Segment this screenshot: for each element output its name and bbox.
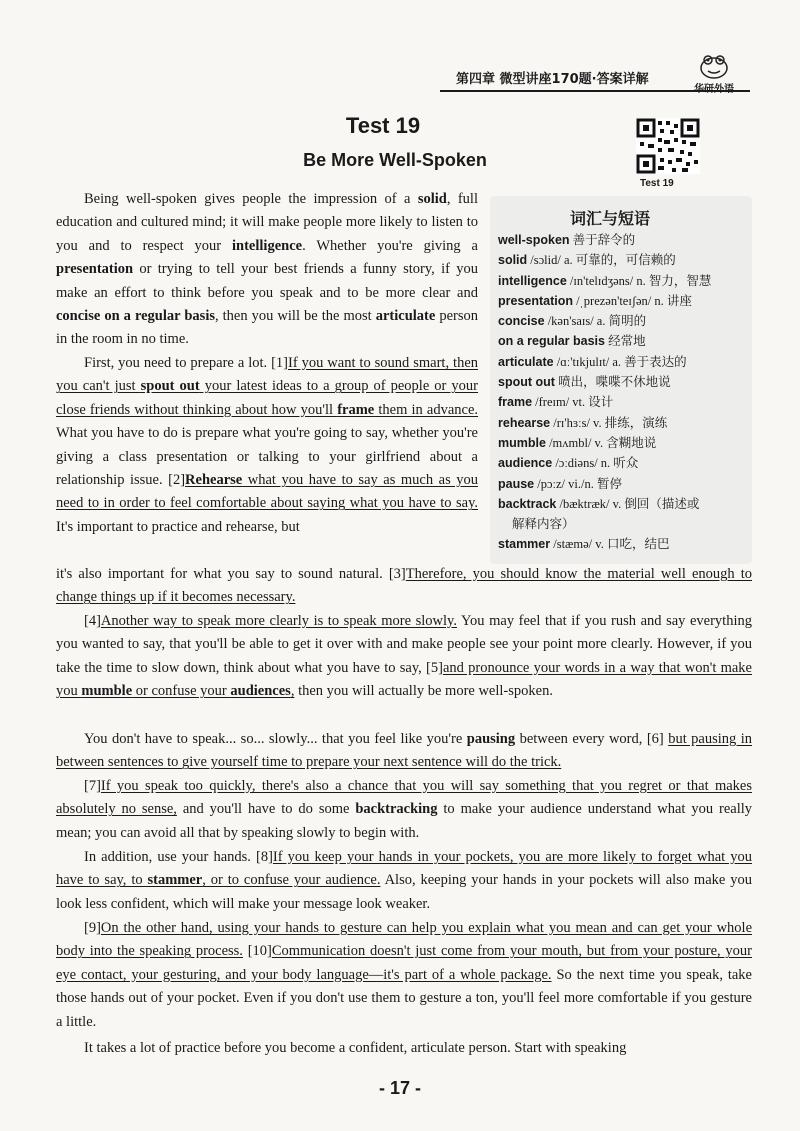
vocab-item: stammer /stæmə/ v. 口吃，结巴 xyxy=(498,537,670,552)
paragraph-3: [4]Another way to speak more clearly is to speak more slowly. You may feel that if you rush and say everything you wanted to say, that you'll be able to get it over with and make people see your point more clearly. However, if you take the time to slow down, think about what you have to say, [5]and pronounce your words in a way that won't make you mumble or confuse your audiences, then you will actually be more well-spoken. xyxy=(56,613,752,700)
frog-logo-icon xyxy=(698,52,730,80)
chapter-title: 第四章 微型讲座170题·答案详解 xyxy=(456,72,649,87)
paragraph-7: [9]On the other hand, using your hands to gesture can help you explain what you mean and can get your whole body into the speaking process. [10]Communication doesn't just come from your mouth, but from your posture, your eye contact, your gesturing, and your body language—it's part of a whole package. So the next time you speak, take those hands out of your pocket. Even if you don't use them to gesture a ton, you'll feel more comfortable if you gesture a little. xyxy=(56,920,752,1030)
vocab-item: backtrack /bæktræk/ v. 倒回（描述或 xyxy=(498,496,700,511)
logo-text: 华研外语 xyxy=(694,84,734,95)
paragraph-8: It takes a lot of practice before you become a confident, articulate person. Start with speaking xyxy=(84,1040,627,1056)
page-title: Test 19 xyxy=(345,113,421,138)
vocab-item: 解释内容） xyxy=(512,517,575,532)
paragraph-2-continued: it's also important for what you say to sound natural. [3]Therefore, you should know the material well enough to change things up if it becomes necessary. xyxy=(56,566,752,606)
vocab-item: frame /freɪm/ vt. 设计 xyxy=(498,395,614,410)
underlined-sentence-2: Rehearse what you have to say as much as you need to in order to feel comfortable about saying what you have to say. xyxy=(56,472,478,512)
vocab-item: audience /ɔːdiəns/ n. 听众 xyxy=(498,456,639,471)
underlined-sentence-10: Communication doesn't just come from your mouth, but from your posture, your eye contact, your gesturing, and your body language—it's part of a whole package. xyxy=(56,943,752,983)
vocab-title: 词汇与短语 xyxy=(570,209,651,228)
paragraph-1: Being well-spoken gives people the impression of a solid, full education and cultured mind; it will make people more likely to listen to you and to respect your intelligence. Whether you're giving a presentation or trying to tell your best friends a funny story, if you make an effort to think before you speak and to be more clear and concise on a regular basis, then you will be the most articulate person in the room in no time. xyxy=(56,191,478,348)
qr-label: Test 19 xyxy=(640,178,674,189)
vocab-list xyxy=(498,230,748,555)
vocab-item: solid /sɔlid/ a. 可靠的，可信赖的 xyxy=(498,253,676,268)
publisher-logo xyxy=(688,52,740,95)
page-number: - 17 - xyxy=(378,1078,421,1098)
vocab-item: on a regular basis 经常地 xyxy=(498,334,646,349)
underlined-sentence-7: If you speak too quickly, there's also a chance that you will say something that you regret or that makes absolutely no sense, xyxy=(56,778,752,818)
vocab-item: articulate /ɑː'tɪkjulɪt/ a. 善于表达的 xyxy=(498,354,687,369)
page-subtitle: Be More Well-Spoken xyxy=(303,150,487,170)
paragraph-5: [7]If you speak too quickly, there's also a chance that you will say something that you regret or that makes absolutely no sense, and you'll have to do some backtracking to make your audience understand what you really mean; you can avoid all that by speaking slowly to begin with. xyxy=(56,778,753,841)
qr-code-icon[interactable] xyxy=(636,118,700,174)
underlined-sentence-4: Another way to speak more clearly is to speak more slowly. xyxy=(100,613,457,629)
vocab-item: concise /kən'saɪs/ a. 简明的 xyxy=(498,314,647,329)
vocab-item: well-spoken 善于辞令的 xyxy=(498,233,636,247)
paragraph-2: First, you need to prepare a lot. [1]If you want to sound smart, then you can't just spout out your latest ideas to a group of people or your close friends without thinking about how you'll frame them in advance. What you have to do is prepare what you're going to say, whether you're giving a class presentation or talking to your girlfriend about a relationship issue. [2]Rehearse what you have to say as much as you need to in order to feel comfortable about saying what you have to say. It's important to practice and rehearse, but xyxy=(56,355,479,535)
underlined-sentence-9: On the other hand, using your hands to gesture can help you explain what you mean and can get your whole body into the speaking process. xyxy=(56,920,752,960)
vocab-item: mumble /mʌmbl/ v. 含糊地说 xyxy=(498,435,657,450)
underlined-sentence-3: Therefore, you should know the material well enough to change things up if it becomes necessary. xyxy=(56,566,752,606)
paragraph-6: In addition, use your hands. [8]If you keep your hands in your pockets, you are more likely to forget what you have to say, to stammer, or to confuse your audience. Also, keeping your hands in your pockets will also make you look less confident, which will make your message look weaker. xyxy=(56,849,752,912)
underlined-sentence-8: If you keep your hands in your pockets, you are more likely to forget what you have to say, to stammer, or to confuse your audience. xyxy=(56,849,752,889)
vocab-item: presentation /ˌprezən'teɪʃən/ n. 讲座 xyxy=(498,293,692,308)
vocab-item: intelligence /ɪn'telɪdʒəns/ n. 智力，智慧 xyxy=(498,273,712,288)
vocab-item: pause /pɔːz/ vi./n. 暂停 xyxy=(498,476,622,491)
vocab-item: rehearse /rɪ'hɜːs/ v. 排练，演练 xyxy=(498,415,668,430)
paragraph-4: You don't have to speak... so... slowly... that you feel like you're pausing between every word, [6] but pausing in between sentences to give yourself time to prepare your next sentence will do the trick. xyxy=(56,731,752,771)
underlined-sentence-1: If you want to sound smart, then you can't just spout out your latest ideas to a group of people or your close friends without thinking about how you'll frame them in advance. xyxy=(56,355,479,418)
underlined-sentence-5: and pronounce your words in a way that won't make you mumble or confuse your audiences, xyxy=(56,659,752,700)
vocab-item: spout out 喷出，喋喋不休地说 xyxy=(498,375,671,390)
underlined-sentence-6: but pausing in between sentences to give yourself time to prepare your next sentence will do the trick. xyxy=(56,731,752,771)
